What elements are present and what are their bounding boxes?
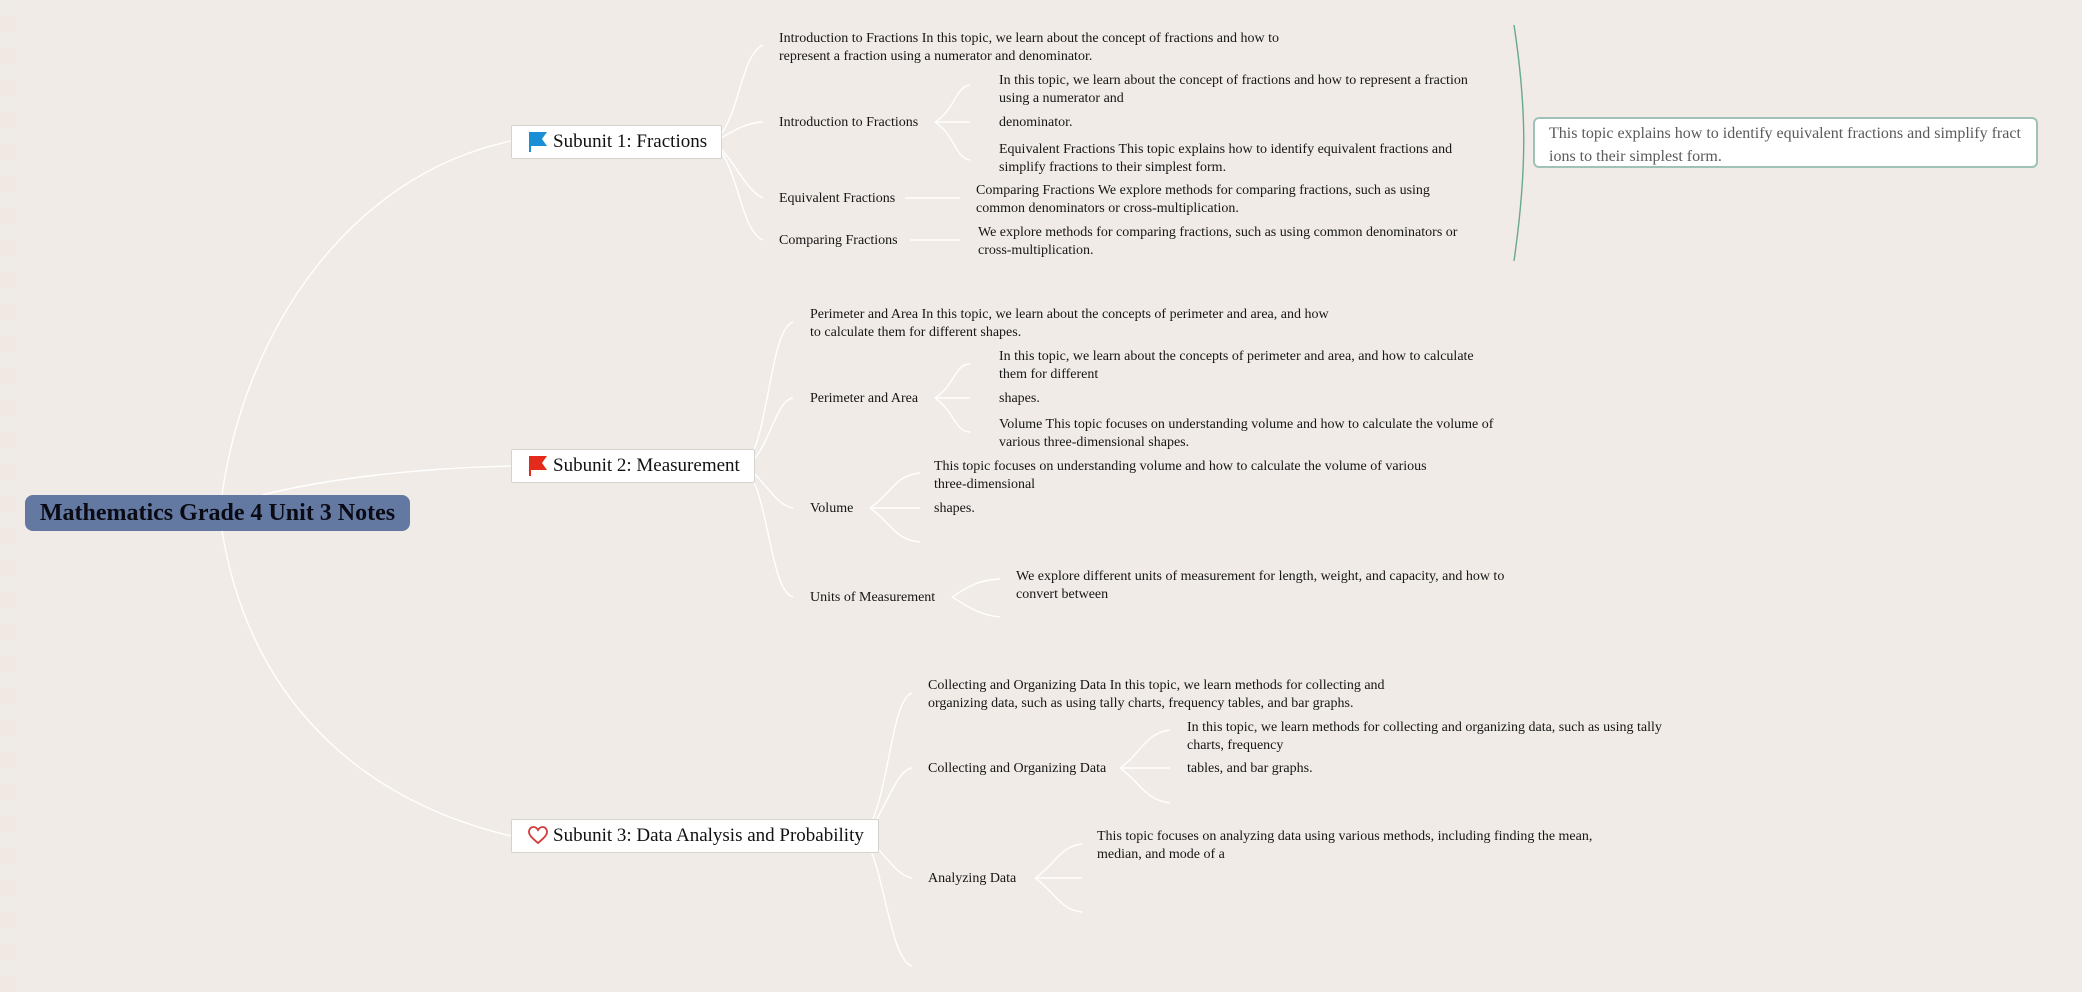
link-intro-d1 xyxy=(935,85,970,122)
link-root-subunit1 xyxy=(222,141,511,495)
topic-detail[interactable]: In this topic, we learn methods for collecting and organizing data, such as using tally charts, frequency xyxy=(1187,720,1662,753)
link-volume-d1 xyxy=(870,473,920,508)
canvas-edge xyxy=(0,0,16,992)
topic-volume[interactable]: Volume xyxy=(810,501,854,516)
root-topic[interactable] xyxy=(25,495,410,531)
link-perim-d1 xyxy=(935,364,970,398)
link-s3-summary xyxy=(864,693,912,836)
topic-detail[interactable]: shapes. xyxy=(999,391,1040,406)
link-units-d2 xyxy=(952,597,1000,617)
summary-note-text: This topic explains how to identify equivalent fractions and simplify fract ions to their simplest form. xyxy=(1549,125,2021,165)
subunit-2-label: Subunit 2: Measurement xyxy=(553,455,740,476)
heart-icon xyxy=(528,825,548,847)
topic-units-of-measurement[interactable]: Units of Measurement xyxy=(810,590,936,605)
topic-collecting-and-organizing-data[interactable]: Collecting and Organizing Data xyxy=(928,761,1107,776)
link-collect-d3 xyxy=(1120,768,1170,803)
link-s2-summary xyxy=(746,322,793,467)
subunit-2-node[interactable] xyxy=(511,449,755,483)
link-collect-d1 xyxy=(1120,730,1170,768)
topic-detail[interactable]: Volume This topic focuses on understanding volume and how to calculate the volume of various three-dimensional shapes. xyxy=(999,417,1494,450)
topic-perimeter-and-area[interactable]: Perimeter and Area xyxy=(810,391,919,406)
summary-note[interactable] xyxy=(1533,117,2038,168)
root-title: Mathematics Grade 4 Unit 3 Notes xyxy=(39,499,396,526)
link-s2-units xyxy=(746,467,793,597)
subunit-1-label: Subunit 1: Fractions xyxy=(553,131,708,152)
link-root-subunit3 xyxy=(222,531,511,836)
topic-analyzing-data[interactable]: Analyzing Data xyxy=(928,871,1017,886)
topic-introduction-to-fractions[interactable]: Introduction to Fractions xyxy=(779,115,919,130)
link-analyze-d1 xyxy=(1035,844,1082,878)
link-units-d1 xyxy=(952,579,1000,597)
subunit-3-summary[interactable]: Collecting and Organizing Data In this topic, we learn methods for collecting and organizing data, such as using tally charts, frequency tables, and bar graphs. xyxy=(928,678,1385,711)
topic-detail[interactable]: We explore different units of measurement for length, weight, and capacity, and how to convert between xyxy=(1016,569,1505,602)
topic-detail[interactable]: Equivalent Fractions This topic explains how to identify equivalent fractions and simplify fractions to their simplest form. xyxy=(999,142,1453,175)
subunit-1-summary[interactable]: Introduction to Fractions In this topic, we learn about the concept of fractions and how to represent a fraction using a numerator and denominator. xyxy=(779,31,1279,64)
topic-detail[interactable]: Comparing Fractions We explore methods for comparing fractions, such as using common denominators or cross-multiplication. xyxy=(976,183,1430,216)
topic-detail[interactable]: tables, and bar graphs. xyxy=(1187,761,1313,776)
topic-detail[interactable]: This topic focuses on understanding volume and how to calculate the volume of various three-dimensional xyxy=(934,459,1427,492)
topic-detail[interactable]: In this topic, we learn about the concepts of perimeter and area, and how to calculate them for different xyxy=(999,349,1474,382)
subunit-2-summary[interactable]: Perimeter and Area In this topic, we learn about the concepts of perimeter and area, and how to calculate them for different shapes. xyxy=(810,307,1329,340)
flag-blue-icon xyxy=(528,131,548,153)
topic-detail[interactable]: We explore methods for comparing fractions, such as using common denominators or cross-multiplication. xyxy=(978,225,1458,258)
link-volume-d3 xyxy=(870,508,920,542)
summary-bracket xyxy=(1514,25,1524,261)
topic-detail[interactable]: In this topic, we learn about the concept of fractions and how to represent a fraction using a numerator and xyxy=(999,73,1468,106)
topic-detail[interactable]: shapes. xyxy=(934,501,975,516)
link-perim-d3 xyxy=(935,398,970,432)
topic-equivalent-fractions[interactable]: Equivalent Fractions xyxy=(779,191,896,206)
subunit-3-label: Subunit 3: Data Analysis and Probability xyxy=(553,825,864,846)
link-s3-extra xyxy=(864,836,912,966)
link-intro-d3 xyxy=(935,122,970,160)
topic-comparing-fractions[interactable]: Comparing Fractions xyxy=(779,233,898,248)
topic-detail[interactable]: This topic focuses on analyzing data using various methods, including finding the mean, median, and mode of a xyxy=(1097,829,1593,862)
subunit-3-node[interactable] xyxy=(511,819,879,853)
link-analyze-d3 xyxy=(1035,878,1082,912)
subunit-1-node[interactable] xyxy=(511,125,722,159)
topic-detail[interactable]: denominator. xyxy=(999,115,1073,130)
flag-red-icon xyxy=(528,455,548,477)
link-root-subunit2 xyxy=(262,466,511,495)
